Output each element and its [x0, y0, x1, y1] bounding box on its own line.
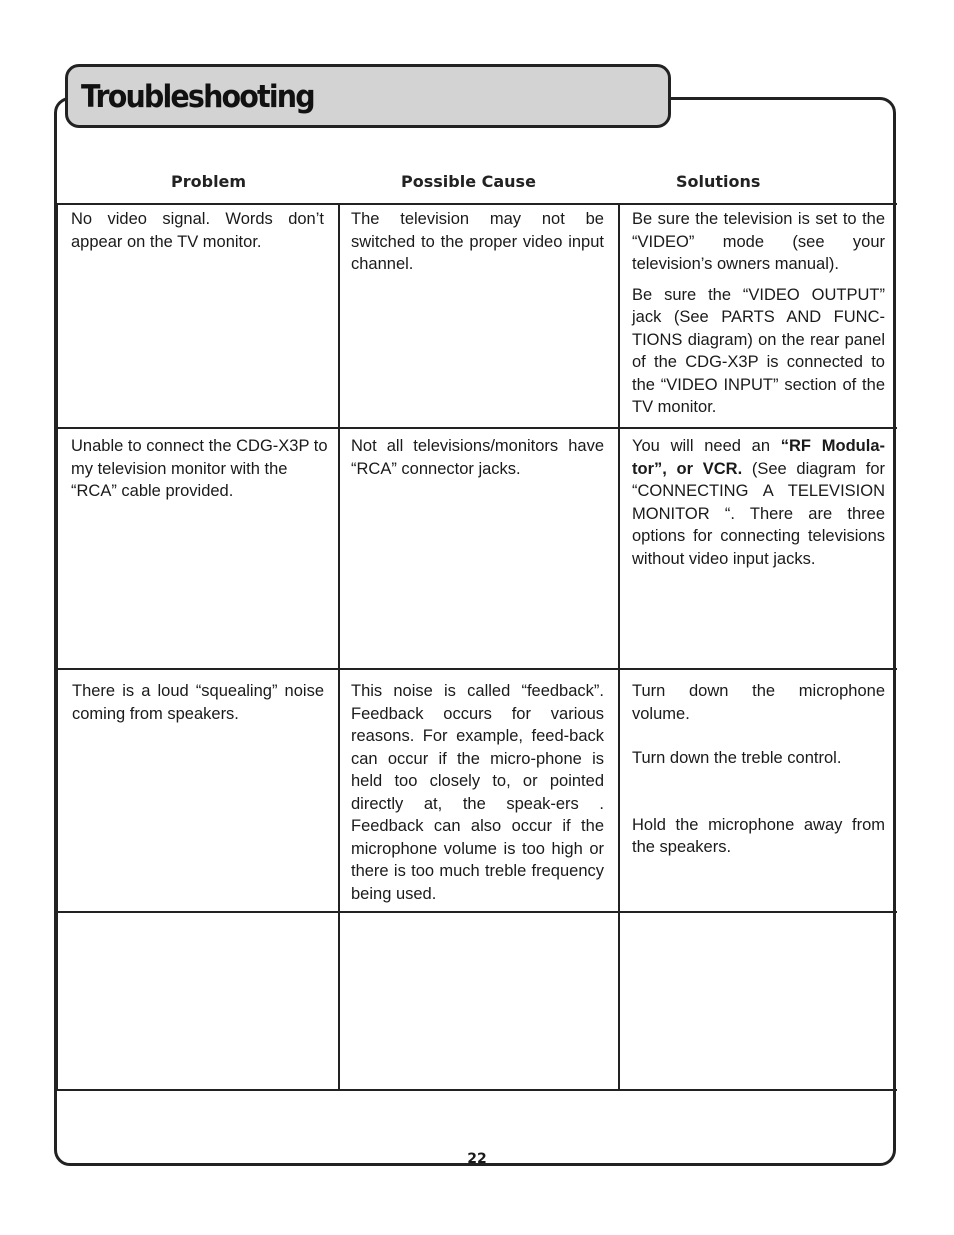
row1-solution-1: Be sure the television is set to the “VIDEO” mode (see your television’s owners manual). [632, 210, 885, 273]
page-title: Troubleshooting [81, 79, 314, 115]
row2-solution-pre: You will need an [632, 437, 781, 455]
row3-problem: There is a loud “squealing” noise coming from speakers. [72, 682, 324, 723]
row-divider-3 [57, 911, 897, 913]
row1-problem: No video signal. Words don’t appear on the TV monitor. [71, 210, 324, 251]
row-divider-4 [57, 1089, 897, 1091]
row3-solutions [632, 680, 885, 867]
row-divider-2 [57, 668, 897, 670]
page-number: 22 [467, 1151, 487, 1167]
column-header-cause: Possible Cause [401, 172, 536, 191]
title-tab [65, 64, 671, 128]
row3-cause: This noise is called “feedback”. Feedback occurs for various reasons. For example, feed-back can occur if the micro-phone is held too closely to, or pointed directly at, the speak-ers . Feedback can also occur if the microphone volume is too high or there is too much treble frequency being used. [351, 682, 604, 903]
header-divider [57, 203, 897, 205]
column-divider-2 [618, 204, 620, 1091]
row2-problem: Unable to connect the CDG-X3P to my television monitor with the “RCA” cable provided. [71, 437, 328, 500]
row3-solution-1: Turn down the microphone volume. [632, 682, 885, 723]
column-divider-1 [338, 204, 340, 1091]
column-header-solutions: Solutions [676, 172, 761, 191]
row2-solution-post: (See diagram for “CONNECTING A TELEVISION MONITOR “. There are three options for connecting televisions without video input jacks. [632, 459, 885, 568]
column-header-problem: Problem [171, 172, 247, 191]
row1-solutions [632, 208, 885, 427]
table-border-left [56, 204, 58, 1091]
row2-solution-bold: “RF Modula-tor”, or VCR. [632, 437, 885, 478]
row2-cause: Not all televisions/monitors have “RCA” connector jacks. [351, 437, 604, 478]
row3-solution-3: Hold the microphone away from the speakers. [632, 815, 885, 856]
row-divider-1 [57, 427, 897, 429]
row2-solution [632, 435, 885, 570]
row3-solution-2: Turn down the treble control. [632, 749, 842, 767]
row1-solution-2: Be sure the “VIDEO OUTPUT” jack (See PARTS AND FUNC-TIONS diagram) on the rear panel of the CDG-X3P is connected to the “VIDEO INPUT” section of the TV monitor. [632, 285, 885, 416]
row1-cause: The television may not be switched to the proper video input channel. [351, 210, 604, 273]
